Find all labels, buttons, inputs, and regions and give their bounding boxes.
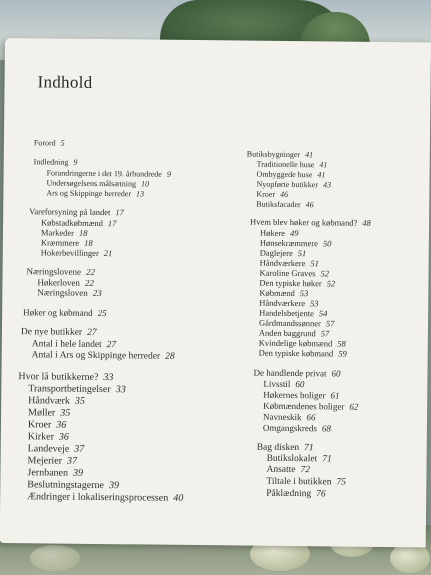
toc-entry-page: 17 [107,218,117,229]
toc-entry-page: 9 [166,169,171,179]
toc-entry [259,289,308,298]
toc-entry-page: 58 [337,338,346,349]
toc-entry-title: Indledning [33,157,69,167]
toc-entry-title: Ars og Skippinge herreder [46,188,132,199]
toc-entry-page: 62 [349,401,359,412]
toc-entry-page: 46 [279,189,289,199]
toc-entry-title: Markeder [40,227,75,238]
toc-entry [257,161,328,170]
toc-entry [263,380,304,389]
toc-entry [267,455,332,465]
toc-entry-title: Hokerbevillinger [40,247,99,258]
toc-entry [259,299,318,308]
toc-entry [259,309,327,318]
toc-entry-title: Ombyggede huse [256,169,313,180]
toc-entry-title: Nyopførte butikker [256,179,319,190]
toc-entry [266,466,310,476]
toc-entry-page: 18 [78,227,88,238]
background-leaf [30,545,80,571]
toc-entry-title: Håndværkere [259,257,306,269]
toc-entry-page: 57 [325,318,335,329]
toc-entry [257,444,314,454]
toc-entry-page: 46 [305,200,314,210]
toc-entry-page: 41 [305,150,314,160]
toc-entry-page: 49 [289,227,299,239]
toc-entry-page: 27 [87,327,97,338]
toc-entry-title: Omgangskreds [262,422,317,434]
toc-entry [32,351,175,362]
toc-entry [28,432,69,442]
toc-entry-page: 37 [66,455,78,467]
toc-entry [256,181,331,190]
toc-entry-title: Beslutningstagerne [27,479,105,492]
toc-entry-title: Antal i Ars og Skippinge herreder [31,350,161,362]
toc-entry-page: 59 [338,348,347,359]
toc-entry-title: Købmændenes boliger [263,400,345,412]
toc-entry-page: 50 [322,238,332,249]
toc-entry-title: Vareforsyning på landet [29,206,111,218]
toc-entry [37,288,102,298]
toc-entry-title: Hvem blev høker og købmand? [250,216,358,228]
toc-entry-title: Anden baggrund [258,327,316,339]
toc-entry [23,308,107,318]
toc-entry-title: Daglejere [259,247,293,259]
toc-entry [263,424,331,434]
toc-entry [34,158,78,166]
toc-entry [28,420,66,430]
toc-entry [32,340,117,350]
toc-entry-title: Gårdmandssønner [258,317,321,329]
toc-entry-page: 37 [74,443,85,455]
toc-entry-title: Livsstil [263,378,291,390]
toc-entry-page: 28 [165,351,175,362]
toc-entry [41,228,88,237]
toc-entry-page: 22 [86,266,96,277]
toc-entry-title: Landeveje [27,443,70,455]
toc-entry-page: 39 [72,467,84,479]
toc-entry-title: Næringsloven [37,287,88,298]
toc-entry-title: Antal i hele landet [31,339,102,351]
toc-entry [21,328,97,338]
page-title: Indhold [37,72,93,92]
toc-entry-page: 40 [173,492,184,504]
toc-entry [260,249,307,258]
toc-entry-title: Kroer [256,189,276,199]
toc-entry [260,259,319,268]
toc-entry-title: Transportbetingelser [28,383,111,396]
toc-entry [28,384,126,395]
toc-entry [263,413,316,423]
toc-entry [259,329,329,338]
toc-entry-title: Ansatte [266,464,296,476]
toc-entry [259,319,334,328]
toc-entry [259,349,347,358]
toc-entry-title: Hvor lå butikkerne? [18,371,99,383]
toc-entry-title: Påklædning [266,488,312,500]
toc-entry [28,408,70,418]
toc-entry-page: 68 [321,423,331,434]
toc-entry-title: Mejerier [27,455,63,467]
toc-entry-page: 51 [310,258,320,269]
toc-entry-title: Bag disken [256,442,300,454]
toc-entry [256,201,314,210]
toc-entry-title: Forord [33,138,56,148]
toc-entry [259,279,335,288]
toc-entry-page: 75 [336,477,347,488]
toc-entry-title: De handlende privat [253,367,327,379]
toc-entry-title: Navneskik [262,411,302,423]
toc-entry-title: Karoline Graves [259,267,316,279]
toc-entry-page: 57 [320,328,330,339]
toc-entry [46,189,144,198]
toc-entry [27,480,119,491]
toc-entry [260,239,332,248]
toc-entry-page: 53 [309,298,319,309]
toc-entry [263,391,339,401]
toc-entry-page: 10 [140,179,150,189]
toc-entry [253,369,340,379]
toc-entry [28,456,78,467]
toc-entry-page: 25 [97,307,107,319]
toc-entry-page: 27 [106,340,117,351]
toc-entry-page: 61 [330,390,340,401]
toc-entry [266,478,346,488]
toc-entry-title: Butiksbygninger [246,149,301,160]
toc-entry-page: 21 [103,248,113,259]
toc-entry-page: 66 [306,412,316,423]
toc-entry-page: 18 [84,237,93,248]
toc-entry [256,191,288,199]
toc-entry [260,269,330,278]
toc-entry [18,372,113,383]
toc-entry-title: Den typiske høker [259,277,322,289]
toc-entry-page: 35 [74,395,85,407]
toc-entry [29,207,124,216]
toc-entry [259,339,346,348]
toc-entry-page: 17 [115,207,124,218]
toc-entry-title: Ændringer i lokaliseringsprocessen [27,491,169,504]
toc-entry [266,490,325,500]
toc-entry-page: 71 [304,443,314,454]
toc-entry-page: 76 [316,489,326,500]
toc-entry-page: 53 [299,288,309,299]
toc-entry [27,468,83,479]
toc-entry [34,139,65,147]
toc-entry-page: 9 [73,157,78,167]
toc-entry [250,218,371,228]
toc-entry [257,171,326,180]
toc-entry-title: Købmænd [259,287,295,299]
toc-entry-title: Den typiske købmand [258,347,334,359]
toc-entry [28,396,85,407]
toc-entry-title: De nye butikker [20,327,83,338]
toc-entry-title: Kroer [27,419,52,431]
toc-entry-page: 48 [362,217,371,228]
toc-entry-page: 54 [318,308,328,319]
toc-entry [247,151,313,160]
toc-entry-title: Forandringerne i det 19. århundrede [46,168,162,179]
toc-entry [41,218,116,227]
toc-entry-title: Butikslokalet [266,453,318,465]
toc-entry [27,267,96,277]
toc-entry-page: 33 [103,372,114,384]
toc-entry-page: 52 [326,278,336,289]
toc-entry-page: 60 [295,379,305,390]
toc-entry-title: Høkere [259,227,286,238]
toc-entry-title: Møller [28,407,56,419]
toc-entry-title: Kvindelige købmænd [258,337,333,349]
toc-entry-page: 51 [297,248,307,259]
toc-entry-page: 36 [56,419,67,431]
toc-entry [41,248,113,257]
toc-entry-title: Købstadkøbmænd [41,217,103,229]
toc-entry-page: 71 [322,454,332,465]
toc-entry-title: Hønsekræmmere [259,237,318,249]
toc-entry-page: 60 [331,368,341,379]
toc-entry-page: 41 [319,160,328,170]
toc-entry-title: Jernbanen [27,467,69,479]
toc-entry-title: Handelsbetjente [259,307,314,319]
toc-entry-title: Traditionelle huse [256,159,315,170]
toc-entry-title: Kirker [27,431,54,443]
toc-entry-page: 35 [60,407,71,419]
toc-entry-page: 22 [84,277,94,288]
toc-entry [46,179,149,188]
toc-entry-title: Høkerloven [37,277,80,288]
toc-entry-title: Butiksfacader [256,199,301,210]
toc-entry [263,402,358,412]
toc-entry-title: Håndværkere [259,297,306,309]
background-leaf [390,543,430,573]
toc-entry [260,229,299,238]
toc-entry-page: 33 [115,384,126,396]
toc-entry-title: Høker og købmand [23,307,93,318]
toc-entry [28,444,85,455]
toc-entry-title: Håndværk [28,395,70,407]
toc-entry-page: 36 [58,431,69,443]
toc-entry-title: Undersøgelsens målsætning [46,178,137,189]
toc-entry-title: Kræmmere [40,237,80,248]
toc-entry-page: 39 [108,480,120,492]
toc-entry-page: 43 [322,180,332,190]
toc-entry [27,492,183,504]
toc-entry [41,238,93,247]
toc-entry-page: 13 [135,189,145,199]
toc-entry-page: 72 [300,465,311,476]
toc-entry-title: Tiltale i butikken [266,476,332,488]
toc-entry-title: Næringslovene [26,266,82,277]
toc-entry-page: 52 [320,268,330,279]
toc-entry-page: 41 [317,170,326,180]
toc-entry-title: Høkernes boliger [263,389,326,401]
toc-entry [47,169,171,178]
toc-entry-page: 23 [92,287,102,299]
book-page [0,38,431,547]
toc-entry-page: 5 [60,138,65,148]
